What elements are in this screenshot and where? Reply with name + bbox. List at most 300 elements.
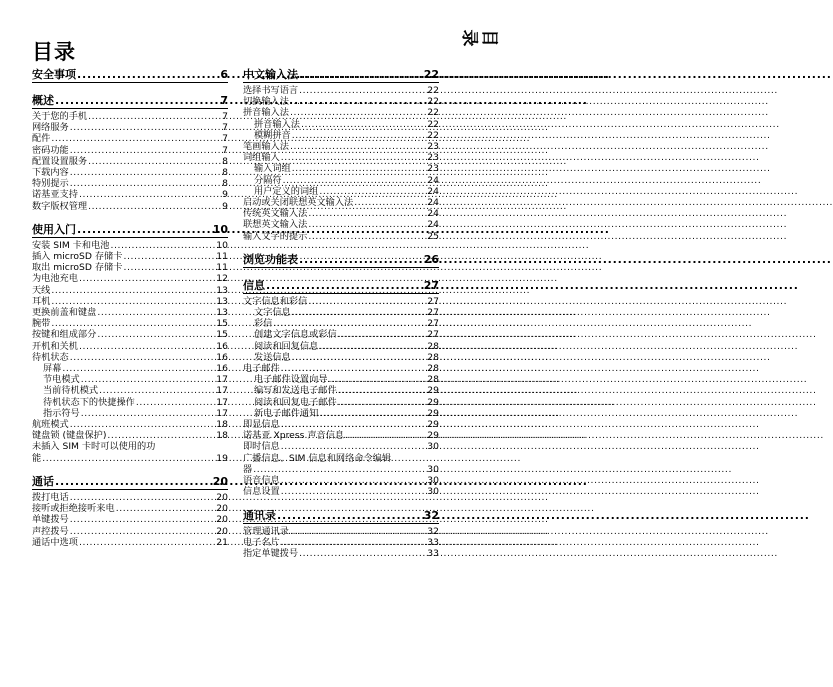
toc-section [243, 253, 439, 268]
entry-title: 拼音输入法 [254, 118, 300, 130]
page-number: 7 [222, 133, 228, 145]
toc-entry[interactable] [32, 526, 228, 537]
page-number: 9 [222, 200, 228, 212]
dot-leader [79, 273, 215, 284]
page-number: 24 [427, 208, 439, 220]
page-number: 11 [216, 262, 228, 274]
toc-entry[interactable] [32, 352, 228, 363]
page-number: 17 [216, 407, 228, 419]
entry-title: 模糊拼音 [254, 129, 291, 141]
dot-leader [290, 526, 426, 537]
toc-entry[interactable] [243, 141, 439, 152]
dot-leader [308, 219, 426, 230]
toc-entry[interactable] [243, 208, 439, 219]
entry-title: 通讯录 [243, 508, 276, 522]
entry-title: 传统英文输入法 [243, 208, 308, 220]
toc-chapter-heading[interactable] [32, 94, 228, 109]
toc-subentry[interactable] [32, 385, 228, 396]
entry-title: 待机状态下的快捷操作 [43, 396, 135, 408]
toc-entry[interactable] [243, 419, 439, 430]
page-number: 23 [427, 141, 439, 153]
dot-leader [281, 537, 427, 548]
toc-subentry[interactable] [243, 374, 439, 385]
page-number: 8 [222, 178, 228, 190]
page-number: 29 [427, 419, 439, 431]
page-number: 13 [216, 295, 228, 307]
dot-leader [97, 307, 215, 318]
toc-entry[interactable] [243, 430, 439, 441]
dot-leader [319, 341, 426, 352]
page-number: 11 [216, 251, 228, 263]
entry-title: 文字信息和彩信 [243, 295, 308, 307]
page-number: 24 [427, 174, 439, 186]
dot-leader [299, 253, 423, 266]
entry-title: 即显信息 [243, 419, 280, 431]
page-number: 27 [427, 329, 439, 341]
dot-leader [99, 385, 215, 396]
dot-leader [308, 296, 426, 307]
toc-entry[interactable] [32, 122, 228, 133]
side-chapter-tab: 目录 [459, 29, 499, 47]
page-number: 27 [427, 307, 439, 319]
toc-section [243, 279, 439, 498]
dot-leader [79, 537, 215, 548]
page-number: 22 [427, 85, 439, 96]
page-number: 20 [216, 491, 228, 503]
dot-leader [51, 318, 215, 329]
dot-leader [281, 363, 427, 374]
entry-title: 阅读和回复电子邮件 [254, 396, 337, 408]
toc-chapter-heading[interactable] [32, 475, 228, 490]
page-number: 8 [222, 155, 228, 167]
dot-leader [88, 111, 221, 122]
page-number: 23 [427, 163, 439, 175]
entry-title: 节电模式 [43, 374, 80, 386]
entry-title: 单键拨号 [32, 514, 69, 526]
page-number: 9 [222, 189, 228, 201]
dot-leader [273, 318, 426, 329]
toc-entry[interactable] [32, 492, 228, 503]
dot-leader [107, 430, 215, 441]
dot-leader [70, 122, 221, 133]
entry-title: 信息设置 [243, 486, 280, 498]
page-number: 10 [212, 222, 228, 236]
dot-leader [62, 363, 215, 374]
dot-leader [354, 197, 426, 208]
dot-leader [253, 464, 426, 475]
page-number: 33 [427, 547, 439, 559]
entry-title: 通话中选项 [32, 536, 78, 548]
dot-leader [70, 492, 216, 503]
entry-title: 安全事项 [32, 68, 76, 81]
page-number: 21 [216, 536, 228, 548]
dot-leader [292, 307, 427, 318]
toc-subentry[interactable] [243, 186, 439, 197]
page-number: 15 [216, 318, 228, 330]
entry-title: 新电子邮件通知 [254, 407, 319, 419]
toc-section [243, 509, 439, 560]
entry-title: 配置设置服务 [32, 155, 88, 167]
dot-leader [77, 223, 212, 236]
entry-title: 插入 microSD 存储卡 [32, 251, 123, 263]
entry-title: 安装 SIM 卡和电池 [32, 239, 110, 251]
toc-entry[interactable] [32, 251, 228, 262]
toc-subentry[interactable] [243, 163, 439, 174]
entry-title: 待机状态 [32, 351, 69, 363]
dot-leader [55, 475, 212, 488]
entry-title: 关于您的手机 [32, 111, 88, 122]
toc-entry[interactable] [32, 145, 228, 156]
dot-leader [97, 329, 215, 340]
page-number: 19 [216, 452, 228, 464]
entry-title: 概述 [32, 94, 54, 107]
entry-title: 密码功能 [32, 144, 69, 156]
page-number: 7 [222, 122, 228, 134]
page-number: 8 [222, 167, 228, 179]
entry-title: 彩信 [254, 318, 273, 330]
page-number: 20 [216, 514, 228, 526]
toc-entry[interactable] [32, 262, 228, 273]
page-number: 16 [216, 340, 228, 352]
page-number: 29 [427, 430, 439, 442]
dot-leader [116, 503, 216, 514]
entry-title: 语音信息 [243, 475, 280, 487]
toc-entry[interactable] [32, 514, 228, 525]
entry-title: 指示符号 [43, 407, 80, 419]
entry-title: 选择书写语言 [243, 85, 299, 96]
dot-leader [338, 385, 427, 396]
entry-title: 电子邮件设置向导 [254, 374, 328, 386]
toc-entry[interactable] [32, 111, 228, 122]
dot-leader [319, 186, 426, 197]
dot-leader [329, 374, 427, 385]
dot-leader [70, 167, 221, 178]
toc-subentry[interactable] [32, 363, 228, 374]
toc-entry[interactable] [243, 441, 439, 452]
dot-leader [345, 430, 426, 441]
entry-title: 配件 [32, 133, 51, 145]
toc-entry[interactable] [32, 419, 228, 430]
page-number: 24 [427, 197, 439, 209]
page-number: 22 [427, 107, 439, 119]
dot-leader [338, 397, 427, 408]
dot-leader [70, 352, 216, 363]
entry-title: 取出 microSD 存储卡 [32, 262, 123, 274]
dot-leader [110, 240, 215, 251]
dot-leader [281, 152, 427, 163]
toc-entry[interactable] [243, 219, 439, 230]
toc-entry[interactable] [243, 85, 439, 96]
entry-title: 天线 [32, 284, 51, 296]
page-number: 16 [216, 351, 228, 363]
dot-leader [277, 509, 423, 522]
toc-entry[interactable] [243, 296, 439, 307]
toc-entry[interactable] [32, 537, 228, 548]
toc-section [243, 68, 439, 242]
toc-subentry[interactable] [32, 408, 228, 419]
entry-title: 输入文字的提示 [243, 230, 308, 242]
entry-title: 中文输入法 [243, 68, 298, 81]
page-number: 17 [216, 385, 228, 397]
entry-title: 发送信息 [254, 351, 291, 363]
page-number: 30 [427, 486, 439, 498]
page-number: 28 [427, 340, 439, 352]
toc-entry[interactable] [32, 430, 228, 441]
entry-title: 能 [32, 452, 42, 464]
entry-title: 数字版权管理 [32, 200, 88, 212]
dot-leader [290, 141, 426, 152]
toc-entry[interactable] [32, 156, 228, 167]
entry-title: 电子邮件 [243, 363, 280, 375]
toc-entry[interactable] [32, 503, 228, 514]
toc-chapter-heading[interactable] [32, 223, 228, 238]
entry-title: 文字信息 [254, 307, 291, 319]
toc-entry[interactable] [32, 318, 228, 329]
page-number: 22 [423, 68, 439, 81]
toc-entry[interactable] [32, 201, 228, 212]
dot-leader [292, 163, 427, 174]
page-number: 7 [222, 144, 228, 156]
entry-title: 拼音输入法 [243, 107, 289, 119]
entry-title: 指定单键拨号 [243, 547, 299, 559]
entry-title: 特别提示 [32, 178, 69, 190]
page-number: 7 [220, 94, 228, 107]
toc-subentry[interactable] [243, 408, 439, 419]
page-number: 30 [427, 441, 439, 453]
dot-leader [51, 296, 215, 307]
page-number: 22 [427, 96, 439, 108]
dot-leader [77, 68, 219, 81]
entry-title: 联想英文输入法 [243, 219, 308, 231]
toc-entry[interactable] [243, 231, 439, 242]
page-number: 22 [427, 129, 439, 141]
page-number: 6 [220, 68, 228, 81]
dot-leader [290, 107, 426, 118]
dot-leader [81, 374, 216, 385]
page-number: 12 [216, 273, 228, 285]
toc-entry[interactable] [32, 341, 228, 352]
toc-subentry[interactable] [243, 130, 439, 141]
entry-title: 电子名片 [243, 536, 280, 548]
entry-title: 拨打电话 [32, 491, 69, 503]
toc-chapter-heading[interactable] [243, 253, 439, 268]
dot-leader [292, 130, 427, 141]
toc-subentry[interactable] [243, 385, 439, 396]
dot-leader [283, 175, 427, 186]
entry-title: 器 [243, 463, 253, 475]
toc-entry[interactable] [243, 152, 439, 163]
toc-entry[interactable] [32, 178, 228, 189]
dot-leader [88, 156, 221, 167]
entry-title: 键盘锁 (键盘保护) [32, 430, 107, 442]
toc-chapter-heading[interactable] [243, 68, 439, 83]
entry-title: 切换输入法 [243, 96, 289, 108]
page-number: 20 [216, 525, 228, 537]
page-number: 29 [427, 385, 439, 397]
page-number: 10 [216, 239, 228, 251]
page-title: 目录 [32, 40, 76, 64]
dot-leader [81, 408, 216, 419]
toc-chapter-heading[interactable] [243, 509, 439, 524]
toc-entry[interactable] [243, 548, 439, 559]
page-number: 32 [423, 508, 439, 522]
toc-entry[interactable] [32, 133, 228, 144]
page-number: 27 [423, 278, 439, 292]
toc-entry[interactable] [243, 526, 439, 537]
page-number: 29 [427, 396, 439, 408]
page-number: 16 [216, 363, 228, 375]
dot-leader [79, 189, 221, 200]
page-number: 29 [427, 407, 439, 419]
toc-subentry[interactable] [243, 318, 439, 329]
toc-entry[interactable] [243, 96, 439, 107]
entry-title: 用户定义的词组 [254, 185, 319, 197]
page-number: 24 [427, 219, 439, 231]
entry-title: 诺基亚 Xpress 声音信息 [243, 430, 345, 442]
page-number: 30 [427, 475, 439, 487]
toc-subentry[interactable] [243, 119, 439, 130]
dot-leader [70, 178, 221, 189]
dot-leader [338, 329, 427, 340]
entry-title: 网络服务 [32, 122, 69, 134]
page-number: 28 [427, 363, 439, 375]
page-number: 23 [427, 152, 439, 164]
dot-leader [266, 279, 423, 292]
entry-title: 即时信息 [243, 441, 280, 453]
dot-leader [55, 94, 219, 107]
entry-title: 使用入门 [32, 222, 76, 236]
toc-entry-wrapped-line: 广播信息、SIM 信息和网络命令编辑 [243, 452, 392, 464]
page-number: 28 [427, 374, 439, 386]
dot-leader [319, 408, 426, 419]
entry-title: 信息 [243, 278, 265, 292]
entry-title: 为电池充电 [32, 273, 78, 285]
page-number: 27 [427, 318, 439, 330]
toc-entry[interactable] [243, 464, 439, 475]
toc-entry[interactable] [32, 273, 228, 284]
entry-title: 词组输入 [243, 152, 280, 164]
toc-entry[interactable] [32, 285, 228, 296]
toc-entry[interactable] [32, 453, 228, 464]
page-number: 22 [427, 118, 439, 130]
toc-subentry[interactable] [243, 352, 439, 363]
toc-subentry[interactable] [243, 397, 439, 408]
dot-leader [281, 475, 427, 486]
toc-subentry[interactable] [32, 374, 228, 385]
page-number: 33 [427, 536, 439, 548]
toc-entry[interactable] [243, 107, 439, 118]
toc-entry[interactable] [32, 329, 228, 340]
dot-leader [290, 96, 426, 107]
page-number: 18 [216, 419, 228, 431]
toc-column-left [32, 68, 228, 559]
dot-leader [281, 441, 427, 452]
page-number: 13 [216, 307, 228, 319]
page-number: 13 [216, 284, 228, 296]
entry-title: 管理通讯录 [243, 525, 289, 537]
toc-subentry[interactable] [243, 329, 439, 340]
entry-title: 按键和组成部分 [32, 329, 97, 341]
dot-leader [292, 352, 427, 363]
entry-title: 耳机 [32, 295, 51, 307]
entry-title: 分隔符 [254, 174, 282, 186]
page-number: 25 [427, 230, 439, 242]
toc-chapter-heading[interactable] [32, 68, 228, 83]
toc-chapter-heading[interactable] [243, 279, 439, 294]
entry-title: 通话 [32, 474, 54, 488]
dot-leader [70, 419, 216, 430]
toc-entry[interactable] [243, 363, 439, 374]
dot-leader [79, 341, 215, 352]
toc-entry[interactable] [243, 197, 439, 208]
entry-title: 航班模式 [32, 419, 69, 431]
toc-entry[interactable] [243, 486, 439, 497]
page-number: 27 [427, 295, 439, 307]
entry-title: 创建文字信息或彩信 [254, 329, 337, 341]
dot-leader [299, 68, 423, 81]
dot-leader [281, 486, 427, 497]
entry-title: 阅读和回复信息 [254, 340, 319, 352]
entry-title: 当前待机模式 [43, 385, 99, 397]
page-number: 15 [216, 329, 228, 341]
dot-leader [123, 262, 215, 273]
dot-leader [308, 231, 426, 242]
page-number: 24 [427, 185, 439, 197]
dot-leader [308, 208, 426, 219]
toc-entry[interactable] [32, 167, 228, 178]
toc-subentry[interactable] [32, 397, 228, 408]
toc-entry-wrapped-line: 未插入 SIM 卡时可以使用的功 [32, 441, 156, 453]
dot-leader [88, 201, 221, 212]
dot-leader [70, 514, 216, 525]
entry-title: 编写和发送电子邮件 [254, 385, 337, 397]
toc-subentry[interactable] [243, 307, 439, 318]
page-number: 28 [427, 351, 439, 363]
dot-leader [51, 133, 221, 144]
page-number: 17 [216, 374, 228, 386]
dot-leader [301, 119, 426, 130]
dot-leader [70, 145, 221, 156]
entry-title: 浏览功能表 [243, 252, 298, 266]
toc-column-right [243, 68, 439, 570]
toc-entry[interactable] [32, 189, 228, 200]
page-number: 7 [222, 111, 228, 122]
toc-entry[interactable] [32, 296, 228, 307]
page-number: 30 [427, 463, 439, 475]
entry-title: 腕带 [32, 318, 51, 330]
dot-leader [42, 453, 215, 464]
toc-entry[interactable] [32, 240, 228, 251]
page-number: 18 [216, 430, 228, 442]
toc-section [32, 223, 228, 464]
dot-leader [123, 251, 215, 262]
toc-entry[interactable] [243, 475, 439, 486]
entry-title: 屏幕 [43, 363, 62, 375]
entry-title: 接听或拒绝接听来电 [32, 503, 115, 515]
page-number: 26 [423, 252, 439, 266]
entry-title: 更换前盖和键盘 [32, 307, 97, 319]
page-number: 32 [427, 525, 439, 537]
toc-subentry[interactable] [243, 175, 439, 186]
toc-entry[interactable] [32, 307, 228, 318]
toc-entry[interactable] [243, 537, 439, 548]
entry-title: 诺基亚支持 [32, 189, 78, 201]
entry-title: 声控拨号 [32, 525, 69, 537]
dot-leader [51, 285, 215, 296]
toc-subentry[interactable] [243, 341, 439, 352]
dot-leader [281, 419, 427, 430]
entry-title: 笔画输入法 [243, 141, 289, 153]
